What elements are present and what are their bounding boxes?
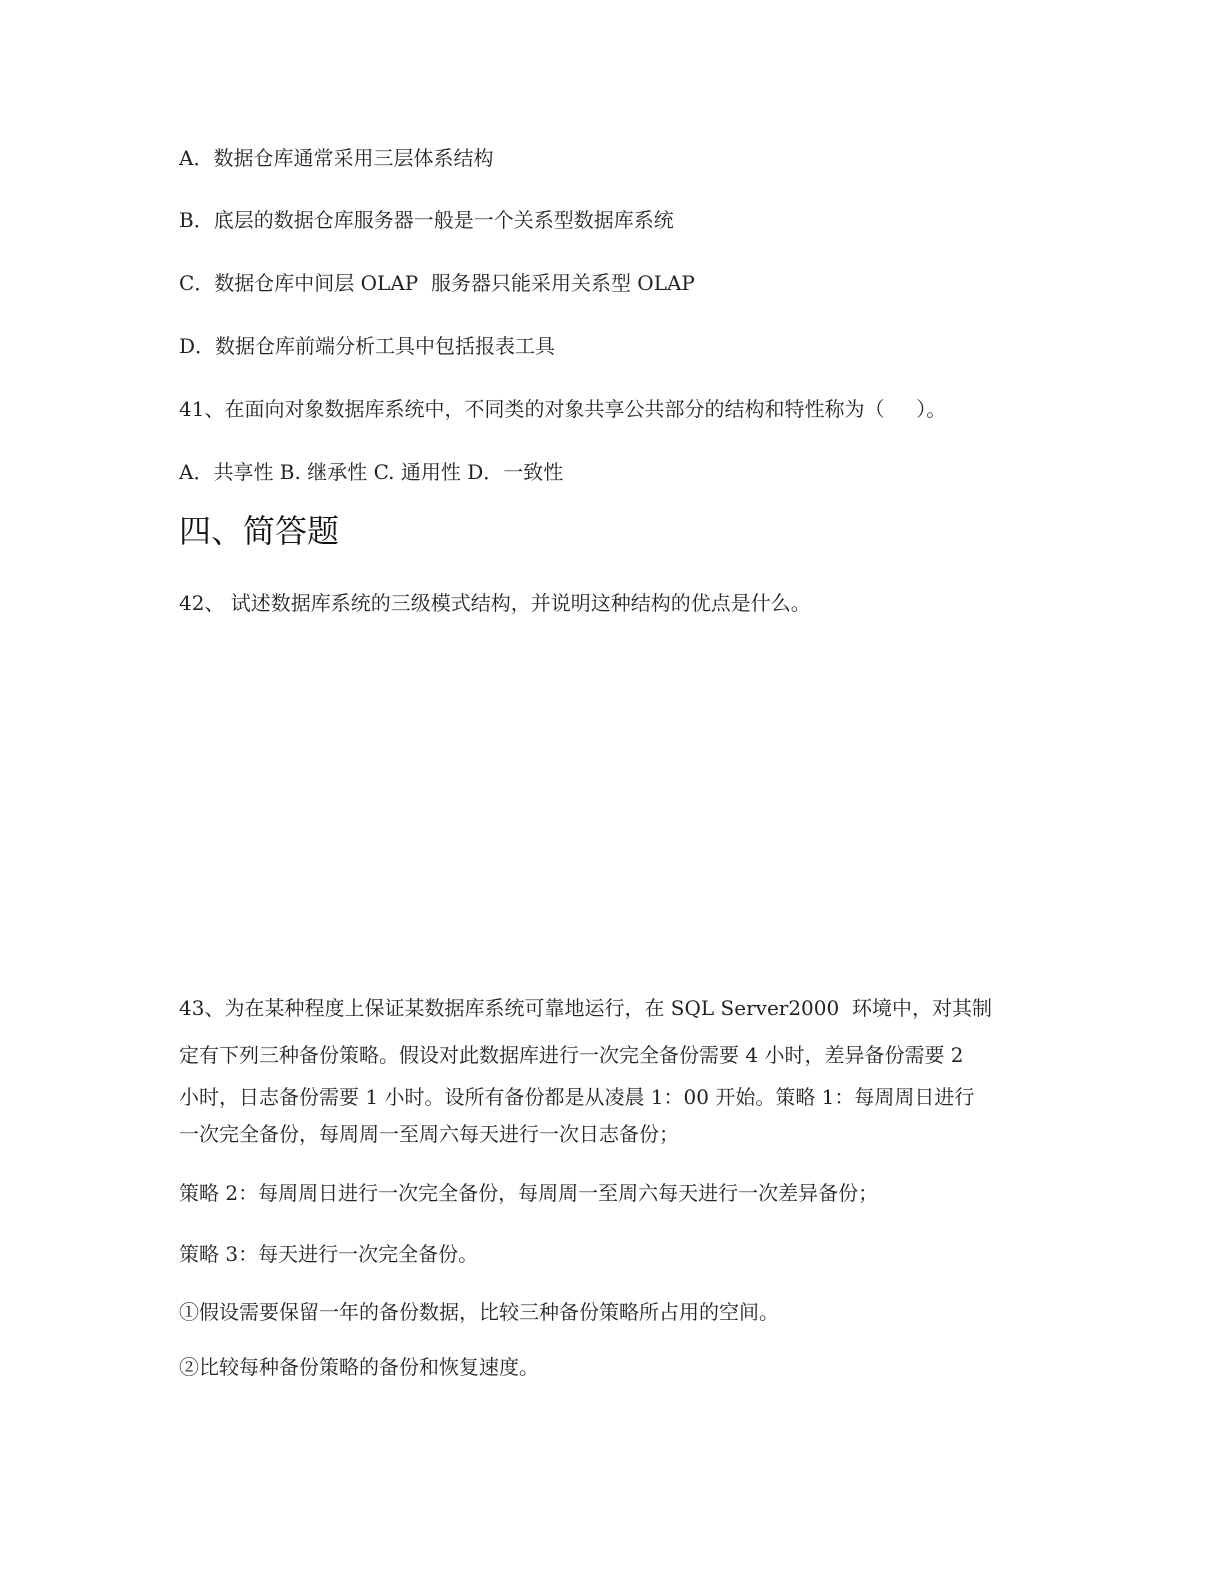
option-b-q40: B．底层的数据仓库服务器一般是一个关系型数据库系统 — [179, 208, 674, 232]
question-43-line-4: 一次完全备份，每周周一至周六每天进行一次日志备份； — [179, 1122, 679, 1146]
option-a-q40: A．数据仓库通常采用三层体系结构 — [179, 146, 494, 170]
question-43-strategy-2: 策略 2：每周周日进行一次完全备份，每周周一至周六每天进行一次差异备份； — [179, 1181, 879, 1205]
question-43-sub-2: ②比较每种备份策略的备份和恢复速度。 — [179, 1355, 539, 1379]
question-43-line-3: 小时，日志备份需要 1 小时。设所有备份都是从凌晨 1：00 开始。策略 1：每周周日进行 — [179, 1085, 975, 1109]
question-43-strategy-3: 策略 3：每天进行一次完全备份。 — [179, 1242, 479, 1266]
option-d-q40: D．数据仓库前端分析工具中包括报表工具 — [179, 334, 556, 358]
question-41: 41、在面向对象数据库系统中，不同类的对象共享公共部分的结构和特性称为（ ）。 — [179, 397, 947, 421]
section-heading: 四、简答题 — [179, 512, 340, 550]
question-43-line-1: 43、为在某种程度上保证某数据库系统可靠地运行，在 SQL Server2000 环境中，对其制 — [179, 996, 992, 1020]
option-c-q40: C．数据仓库中间层 OLAP 服务器只能采用关系型 OLAP — [179, 271, 695, 295]
question-43-sub-1: ①假设需要保留一年的备份数据，比较三种备份策略所占用的空间。 — [179, 1300, 779, 1324]
question-41-options: A．共享性 B. 继承性 C. 通用性 D．一致性 — [179, 460, 564, 484]
question-42: 42、 试述数据库系统的三级模式结构，并说明这种结构的优点是什么。 — [179, 591, 811, 615]
question-43-line-2: 定有下列三种备份策略。假设对此数据库进行一次完全备份需要 4 小时，差异备份需要 2 — [179, 1043, 964, 1067]
